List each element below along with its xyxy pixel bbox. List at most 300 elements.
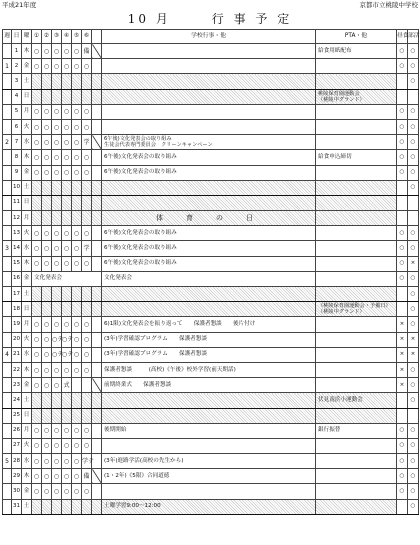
weekday: 金 xyxy=(22,165,32,180)
period-6 xyxy=(82,378,92,393)
period-3 xyxy=(52,89,62,104)
period-6 xyxy=(82,393,92,408)
week-number xyxy=(3,423,12,438)
period-4: ○ xyxy=(62,362,72,377)
lunch-mark: × xyxy=(397,362,408,377)
table-row xyxy=(3,423,419,438)
table-row xyxy=(3,89,419,104)
period-5: ○ xyxy=(72,119,82,134)
period-4 xyxy=(62,89,72,104)
club-mark: ○ xyxy=(408,423,419,438)
period-1: ○ xyxy=(32,454,42,469)
club-mark: ○ xyxy=(408,226,419,241)
weekday: 月 xyxy=(22,317,32,332)
period-1 xyxy=(32,195,42,210)
weekday: 土 xyxy=(22,393,32,408)
day-number: 12 xyxy=(12,211,22,226)
period-2: ○ xyxy=(42,378,52,393)
col-period-2: ② xyxy=(42,30,52,44)
pta-event: 給食申込締切 xyxy=(316,150,397,165)
period-3: ○ xyxy=(52,317,62,332)
club-mark: ○ xyxy=(408,317,419,332)
table-row xyxy=(3,484,419,499)
slash-cell xyxy=(92,241,102,256)
pta-event xyxy=(316,104,397,119)
period-2: ○ xyxy=(42,362,52,377)
weekday: 火 xyxy=(22,332,32,347)
slash-cell xyxy=(92,469,102,484)
period-1 xyxy=(32,211,42,226)
col-slash xyxy=(92,30,102,44)
lunch-mark xyxy=(397,408,408,423)
slash-cell xyxy=(92,423,102,438)
pta-event xyxy=(316,408,397,423)
col-lunch: 昼食 xyxy=(397,30,408,44)
period-6: ○ xyxy=(82,317,92,332)
period-5: ○ xyxy=(72,226,82,241)
week-number xyxy=(3,393,12,408)
period-2 xyxy=(42,180,52,195)
period-4: ○ xyxy=(62,44,72,59)
day-number: 17 xyxy=(12,287,22,302)
school-event xyxy=(102,287,316,302)
period-2 xyxy=(42,499,52,514)
table-row xyxy=(3,332,419,347)
school-event: 6)1限)文化発表会を振り返って 保護者懇談 後片付け xyxy=(102,317,316,332)
period-3 xyxy=(52,393,62,408)
school-event: 前期終業式 保護者懇談 xyxy=(102,378,316,393)
day-number: 10 xyxy=(12,180,22,195)
lunch-mark: × xyxy=(397,378,408,393)
period-4: ○ xyxy=(62,256,72,271)
period-2: ○ xyxy=(42,165,52,180)
week-number xyxy=(3,271,12,286)
lunch-mark xyxy=(397,89,408,104)
period-5: ○ xyxy=(72,332,82,347)
period-3: ○ xyxy=(52,59,62,74)
slash-cell xyxy=(92,287,102,302)
col-school-events: 学校行事・他 xyxy=(102,30,316,44)
table-row xyxy=(3,408,419,423)
period-2 xyxy=(42,74,52,89)
period-1 xyxy=(32,74,42,89)
school-event xyxy=(102,484,316,499)
week-number: 3 xyxy=(3,241,12,256)
schedule-table xyxy=(2,29,419,515)
week-number: 5 xyxy=(3,454,12,469)
period-4: ○ xyxy=(62,241,72,256)
slash-cell xyxy=(92,89,102,104)
period-6: ○ xyxy=(82,347,92,362)
school-event: 土曜学習9:00～12:00 xyxy=(102,499,316,514)
period-2: ○ xyxy=(42,241,52,256)
school-event xyxy=(102,104,316,119)
period-5: ○ xyxy=(72,135,82,150)
table-row xyxy=(3,74,419,89)
club-mark: ○ xyxy=(408,271,419,286)
pta-event xyxy=(316,180,397,195)
pta-event xyxy=(316,226,397,241)
period-5 xyxy=(72,378,82,393)
club-mark: ○ xyxy=(408,241,419,256)
week-number xyxy=(3,44,12,59)
lunch-mark xyxy=(397,195,408,210)
period-4 xyxy=(62,408,72,423)
table-row xyxy=(3,195,419,210)
period-5: ○ xyxy=(72,438,82,453)
club-mark: ○ xyxy=(408,44,419,59)
week-number xyxy=(3,165,12,180)
weekday: 木 xyxy=(22,469,32,484)
pta-event xyxy=(316,317,397,332)
weekday: 土 xyxy=(22,74,32,89)
period-1: ○ xyxy=(32,104,42,119)
pta-event xyxy=(316,256,397,271)
period-5: ○ xyxy=(72,454,82,469)
period-2: ○ xyxy=(42,484,52,499)
day-number: 8 xyxy=(12,150,22,165)
day-number: 21 xyxy=(12,347,22,362)
weekday: 日 xyxy=(22,195,32,210)
weekday: 水 xyxy=(22,454,32,469)
lunch-mark: ○ xyxy=(397,119,408,134)
period-2 xyxy=(42,211,52,226)
school-event xyxy=(102,408,316,423)
table-row xyxy=(3,454,419,469)
period-5: ○ xyxy=(72,484,82,499)
period-3 xyxy=(52,287,62,302)
period-4: ○ xyxy=(62,59,72,74)
period-6 xyxy=(82,89,92,104)
lunch-mark xyxy=(397,211,408,226)
day-number: 29 xyxy=(12,469,22,484)
pta-event xyxy=(316,332,397,347)
period-3: ○ xyxy=(52,150,62,165)
period-2 xyxy=(42,393,52,408)
period-1: ○ xyxy=(32,332,42,347)
week-number xyxy=(3,180,12,195)
weekday: 木 xyxy=(22,150,32,165)
period-3: ○ xyxy=(52,469,62,484)
period-4: ○ xyxy=(62,484,72,499)
weekday: 木 xyxy=(22,362,32,377)
week-number xyxy=(3,119,12,134)
col-period-4: ④ xyxy=(62,30,72,44)
period-1: ○ xyxy=(32,378,42,393)
table-row xyxy=(3,165,419,180)
period-3 xyxy=(52,211,62,226)
club-mark: ○ xyxy=(408,302,419,317)
day-number: 3 xyxy=(12,74,22,89)
day-number: 14 xyxy=(12,241,22,256)
period-2: ○ xyxy=(42,454,52,469)
weekday: 土 xyxy=(22,499,32,514)
school-event: (3年)進路学活(高校の先生から) xyxy=(102,454,316,469)
club-mark xyxy=(408,408,419,423)
weekday: 火 xyxy=(22,226,32,241)
pta-event xyxy=(316,59,397,74)
weekday: 金 xyxy=(22,378,32,393)
period-6: 学 xyxy=(82,135,92,150)
period-1 xyxy=(32,499,42,514)
table-row xyxy=(3,135,419,150)
week-number xyxy=(3,438,12,453)
day-number: 31 xyxy=(12,499,22,514)
table-row xyxy=(3,362,419,377)
table-row xyxy=(3,469,419,484)
club-mark: ○ xyxy=(408,378,419,393)
col-pta: PTA・他 xyxy=(316,30,397,44)
lunch-mark xyxy=(397,499,408,514)
period-1: ○ xyxy=(32,423,42,438)
day-number: 7 xyxy=(12,135,22,150)
period-6: ○ xyxy=(82,423,92,438)
week-number xyxy=(3,195,12,210)
period-5: ○ xyxy=(72,423,82,438)
table-row xyxy=(3,180,419,195)
col-period-3: ③ xyxy=(52,30,62,44)
pta-event xyxy=(316,362,397,377)
period-3 xyxy=(52,408,62,423)
school-event xyxy=(102,89,316,104)
period-1: ○ xyxy=(32,119,42,134)
period-6 xyxy=(82,499,92,514)
lunch-mark: × xyxy=(397,317,408,332)
period-3: ○テ xyxy=(52,347,62,362)
lunch-mark: × xyxy=(397,347,408,362)
school-event xyxy=(102,119,316,134)
period-1: ○ xyxy=(32,44,42,59)
period-1: ○ xyxy=(32,135,42,150)
school-event xyxy=(102,302,316,317)
pta-event xyxy=(316,469,397,484)
period-6: ○ xyxy=(82,150,92,165)
week-number xyxy=(3,226,12,241)
club-mark: ○ xyxy=(408,499,419,514)
period-6 xyxy=(82,195,92,210)
school-event: 6午後)文化発表会の取り組み xyxy=(102,226,316,241)
period-4 xyxy=(62,393,72,408)
period-3: ○ xyxy=(52,378,62,393)
period-5: ○ xyxy=(72,469,82,484)
period-2: ○ xyxy=(42,226,52,241)
slash-cell xyxy=(92,135,102,150)
slash-cell xyxy=(92,165,102,180)
slash-cell xyxy=(92,378,102,393)
weekday: 金 xyxy=(22,271,32,286)
period-5 xyxy=(72,89,82,104)
period-2: ○ xyxy=(42,104,52,119)
period-2: ○ xyxy=(42,317,52,332)
club-mark: × xyxy=(408,332,419,347)
week-number xyxy=(3,287,12,302)
weekday: 金 xyxy=(22,484,32,499)
school-event: 6午後)文化発表会の取り組み xyxy=(102,256,316,271)
period-4 xyxy=(62,211,72,226)
period-3: ○ xyxy=(52,423,62,438)
club-mark: ○ xyxy=(408,438,419,453)
week-number xyxy=(3,74,12,89)
period-6: 備 xyxy=(82,44,92,59)
period-6: ○ xyxy=(82,484,92,499)
pta-event xyxy=(316,165,397,180)
pta-event: 《桃陵保育園運動会・予備日》 （桃陵中グランド） xyxy=(316,302,397,317)
club-mark: × xyxy=(408,256,419,271)
period-3: ○ xyxy=(52,135,62,150)
pta-event: 桃陵保育園運動会 （桃陵中グランド） xyxy=(316,89,397,104)
table-row xyxy=(3,211,419,226)
day-number: 22 xyxy=(12,362,22,377)
period-5 xyxy=(72,393,82,408)
week-number xyxy=(3,302,12,317)
school-event xyxy=(102,438,316,453)
weekday: 木 xyxy=(22,44,32,59)
weekday: 金 xyxy=(22,59,32,74)
period-5 xyxy=(72,211,82,226)
table-row xyxy=(3,499,419,514)
header-row xyxy=(3,30,419,44)
school-event: 6午後)文化発表会の取り組み xyxy=(102,150,316,165)
weekday: 火 xyxy=(22,119,32,134)
period-3: ○ xyxy=(52,165,62,180)
slash-cell xyxy=(92,180,102,195)
period-4 xyxy=(62,499,72,514)
weekday: 水 xyxy=(22,241,32,256)
period-2: ○ xyxy=(42,150,52,165)
period-1 xyxy=(32,393,42,408)
week-number xyxy=(3,211,12,226)
slash-cell xyxy=(92,74,102,89)
period-1: ○ xyxy=(32,438,42,453)
period-3 xyxy=(52,195,62,210)
slash-cell xyxy=(92,347,102,362)
weekday: 木 xyxy=(22,256,32,271)
period-5: ○ xyxy=(72,241,82,256)
table-row xyxy=(3,59,419,74)
period-5: ○ xyxy=(72,150,82,165)
period-4: ○ xyxy=(62,165,72,180)
day-number: 27 xyxy=(12,438,22,453)
week-number xyxy=(3,104,12,119)
period-5: ○ xyxy=(72,44,82,59)
period-1: ○ xyxy=(32,241,42,256)
period-3: ○ xyxy=(52,484,62,499)
table-row xyxy=(3,44,419,59)
lunch-mark xyxy=(397,302,408,317)
period-1: ○ xyxy=(32,317,42,332)
weekday: 水 xyxy=(22,347,32,362)
week-number xyxy=(3,484,12,499)
col-period-5: ⑤ xyxy=(72,30,82,44)
lunch-mark: ○ xyxy=(397,226,408,241)
slash-cell xyxy=(92,211,102,226)
col-period-6: ⑥ xyxy=(82,30,92,44)
period-2: ○ xyxy=(42,347,52,362)
pta-event xyxy=(316,347,397,362)
period-3 xyxy=(52,180,62,195)
day-number: 30 xyxy=(12,484,22,499)
table-row xyxy=(3,226,419,241)
club-mark: ○ xyxy=(408,150,419,165)
period-4 xyxy=(62,302,72,317)
page-title xyxy=(0,11,420,27)
day-number: 9 xyxy=(12,165,22,180)
period-2: ○ xyxy=(42,59,52,74)
weekday: 月 xyxy=(22,104,32,119)
period-6: 学 xyxy=(82,241,92,256)
week-number xyxy=(3,150,12,165)
day-number: 1 xyxy=(12,44,22,59)
week-number xyxy=(3,408,12,423)
pta-event xyxy=(316,378,397,393)
club-mark xyxy=(408,89,419,104)
period-4: ○ xyxy=(62,317,72,332)
school-event xyxy=(102,195,316,210)
slash-cell xyxy=(92,499,102,514)
school-event xyxy=(102,59,316,74)
slash-cell xyxy=(92,226,102,241)
period-2: ○ xyxy=(42,44,52,59)
period-2 xyxy=(42,287,52,302)
slash-cell xyxy=(92,362,102,377)
period-2 xyxy=(42,195,52,210)
period-2 xyxy=(42,302,52,317)
table-row xyxy=(3,104,419,119)
table-row xyxy=(3,271,419,286)
period-2: ○ xyxy=(42,332,52,347)
lunch-mark xyxy=(397,74,408,89)
club-mark: ○ xyxy=(408,287,419,302)
period-4: ○ xyxy=(62,150,72,165)
period-5: ○ xyxy=(72,317,82,332)
week-number xyxy=(3,89,12,104)
period-4: ○テ xyxy=(62,332,72,347)
period-4: ○ xyxy=(62,423,72,438)
period-merged: 文化発表会 xyxy=(32,271,102,286)
club-mark: ○ xyxy=(408,119,419,134)
period-6: ○ xyxy=(82,256,92,271)
day-number: 20 xyxy=(12,332,22,347)
day-number: 11 xyxy=(12,195,22,210)
col-week: 週 xyxy=(3,30,12,44)
week-number xyxy=(3,499,12,514)
weekday: 月 xyxy=(22,211,32,226)
slash-cell xyxy=(92,393,102,408)
period-2 xyxy=(42,89,52,104)
period-1: ○ xyxy=(32,226,42,241)
club-mark: ○ xyxy=(408,180,419,195)
club-mark: ○ xyxy=(408,74,419,89)
club-mark: ○ xyxy=(408,362,419,377)
slash-cell xyxy=(92,104,102,119)
school-event: 保護者懇談 (高校)《午後》校外学習(前天期話) xyxy=(102,362,316,377)
period-3: ○ xyxy=(52,241,62,256)
period-1: ○ xyxy=(32,150,42,165)
period-6 xyxy=(82,408,92,423)
lunch-mark xyxy=(397,287,408,302)
period-6: ○ xyxy=(82,226,92,241)
period-2: ○ xyxy=(42,119,52,134)
period-5: ○ xyxy=(72,347,82,362)
pta-event xyxy=(316,74,397,89)
lunch-mark: ○ xyxy=(397,469,408,484)
period-4: ○ xyxy=(62,135,72,150)
period-3: ○ xyxy=(52,454,62,469)
day-number: 6 xyxy=(12,119,22,134)
table-row xyxy=(3,287,419,302)
weekday: 日 xyxy=(22,302,32,317)
club-mark: ○ xyxy=(408,104,419,119)
